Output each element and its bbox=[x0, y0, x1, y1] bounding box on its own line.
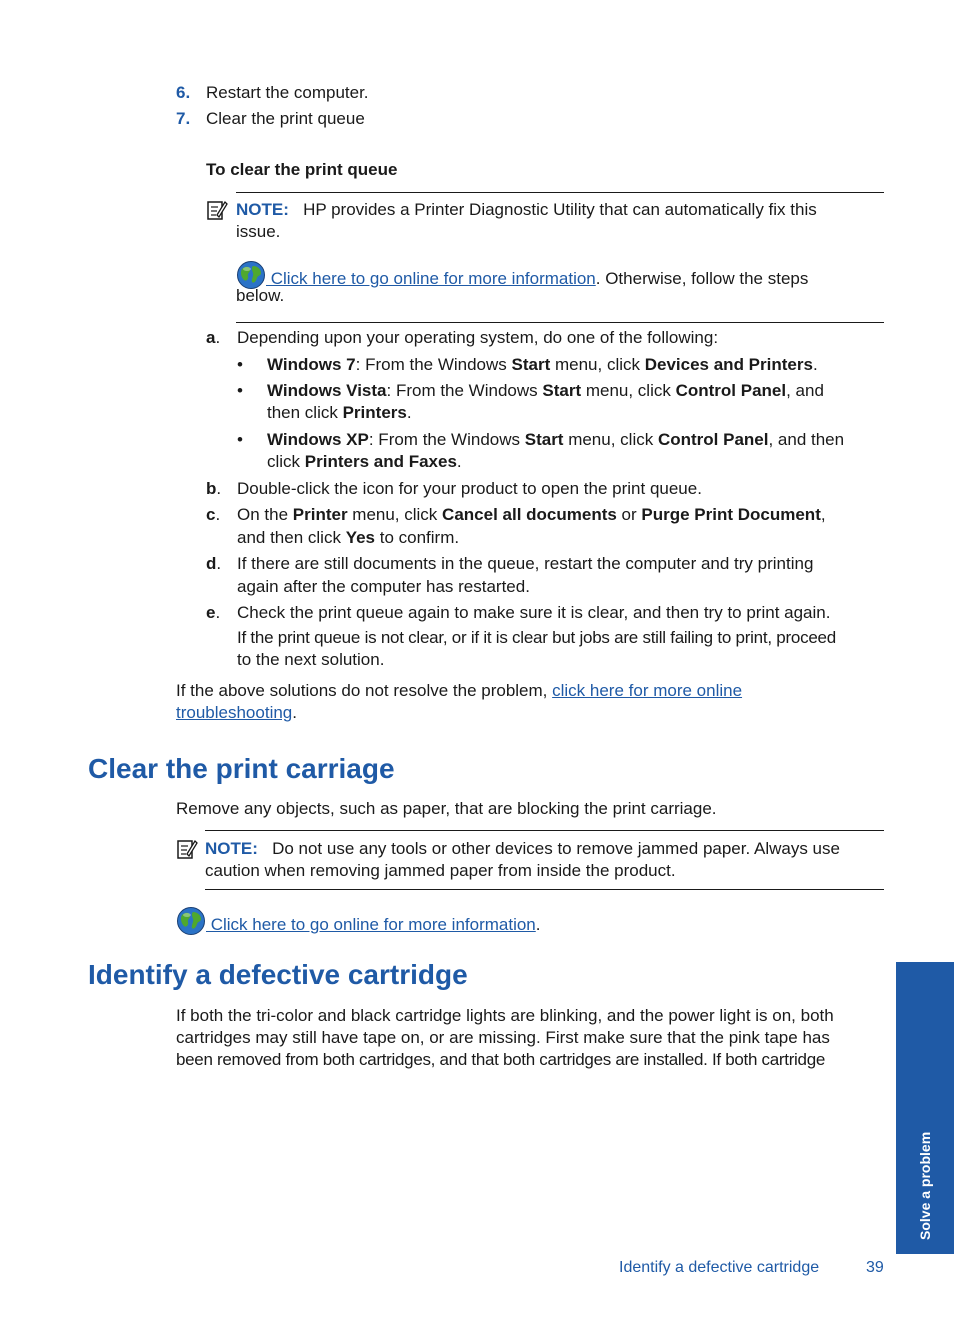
section1-note-line1: NOTE: Do not use any tools or other devices to remove jammed paper. Always use bbox=[205, 839, 840, 858]
page-number: 39 bbox=[866, 1259, 884, 1276]
bullet-windows-xp-line2: click Printers and Faxes. bbox=[267, 452, 462, 471]
substep-e-line3: to the next solution. bbox=[237, 650, 385, 669]
globe-icon[interactable] bbox=[176, 906, 206, 936]
note-label: NOTE: bbox=[205, 839, 258, 858]
note-icon bbox=[176, 838, 198, 860]
section-heading: Clear the print carriage bbox=[88, 753, 395, 784]
section1-note-line2: caution when removing jammed paper from inside the product. bbox=[205, 861, 676, 880]
note-label: NOTE: bbox=[236, 200, 289, 219]
section2-line1: If both the tri-color and black cartridge lights are blinking, and the power light is on, both bbox=[176, 1006, 834, 1025]
note1-after-link: . Otherwise, follow the steps bbox=[595, 269, 809, 288]
substep-b-letter: b. bbox=[206, 479, 222, 498]
section1-body: Remove any objects, such as paper, that are blocking the print carriage. bbox=[176, 799, 717, 818]
section1-link-line: Click here to go online for more information. bbox=[176, 906, 541, 936]
bullet: • bbox=[237, 430, 243, 449]
substep-a-text: Depending upon your operating system, do one of the following: bbox=[237, 328, 719, 347]
step-6 bbox=[176, 82, 190, 104]
substep-e-letter: e. bbox=[206, 603, 221, 622]
note-top-rule bbox=[205, 830, 884, 831]
step-6-text: Restart the computer. bbox=[206, 83, 369, 102]
section-heading: Identify a defective cartridge bbox=[88, 959, 468, 990]
substep-d-letter: d. bbox=[206, 554, 222, 573]
solutions-note: If the above solutions do not resolve the problem, click here for more online bbox=[176, 681, 743, 700]
bullet-windows-vista-line2: then click Printers. bbox=[267, 403, 412, 422]
step-number: 7. bbox=[176, 109, 191, 128]
troubleshooting-link[interactable]: click here for more online bbox=[552, 681, 743, 700]
side-tab bbox=[896, 962, 954, 1254]
online-info-link[interactable]: Click here to go online for more information bbox=[206, 915, 536, 934]
substep-c-line2: and then click Yes to confirm. bbox=[237, 528, 460, 547]
solutions-note-line2: troubleshooting. bbox=[176, 703, 297, 722]
bullet-windows-xp: Windows XP: From the Windows Start menu, click Control Panel, and then bbox=[267, 430, 845, 449]
bullet-windows-vista: Windows Vista: From the Windows Start menu, click Control Panel, and bbox=[267, 381, 824, 400]
side-tab-label: Solve a problem bbox=[917, 1131, 933, 1240]
step-number: 6. bbox=[176, 83, 191, 102]
substep-e-line2: If the print queue is not clear, or if it is clear but jobs are still failing to print, proceed bbox=[237, 628, 836, 647]
note1-text: HP provides a Printer Diagnostic Utility that can automatically fix this bbox=[303, 200, 817, 219]
step-7 bbox=[176, 108, 190, 130]
substep-d-line1: If there are still documents in the queue, restart the computer and try printing bbox=[237, 554, 814, 573]
note1-line1 bbox=[236, 199, 817, 221]
troubleshooting-link-cont[interactable]: troubleshooting bbox=[176, 703, 293, 722]
footer-section: Identify a defective cartridge bbox=[619, 1259, 820, 1276]
note-bottom-rule bbox=[236, 322, 884, 323]
substep-c-text: On the Printer menu, click Cancel all documents or Purge Print Document, bbox=[237, 505, 826, 524]
online-info-link[interactable]: Click here to go online for more information bbox=[266, 269, 596, 288]
substep-b-text: Double-click the icon for your product to open the print queue. bbox=[237, 479, 702, 498]
note-icon bbox=[206, 199, 228, 221]
note-top-rule bbox=[236, 192, 884, 193]
bullet-windows7: Windows 7: From the Windows Start menu, click Devices and Printers. bbox=[267, 355, 818, 374]
section2-line2: cartridges may still have tape on, or are missing. First make sure that the pink tape has bbox=[176, 1028, 830, 1047]
substep-a-letter: a. bbox=[206, 328, 221, 347]
bullet: • bbox=[237, 355, 243, 374]
substep-e-line1: Check the print queue again to make sure it is clear, and then try to print again. bbox=[237, 603, 831, 622]
substep-d-line2: again after the computer has restarted. bbox=[237, 577, 530, 596]
queue-heading: To clear the print queue bbox=[206, 160, 398, 179]
section2-line3: been removed from both cartridges, and that both cartridges are installed. If both cartridge bbox=[176, 1050, 825, 1069]
step-7-text: Clear the print queue bbox=[206, 109, 365, 128]
substep-c-letter: c. bbox=[206, 505, 221, 524]
note1-link-line bbox=[236, 260, 808, 290]
bullet: • bbox=[237, 381, 243, 400]
note-bottom-rule bbox=[205, 889, 884, 890]
note1-line2: issue. bbox=[236, 222, 281, 241]
note1-line4: below. bbox=[236, 286, 285, 305]
